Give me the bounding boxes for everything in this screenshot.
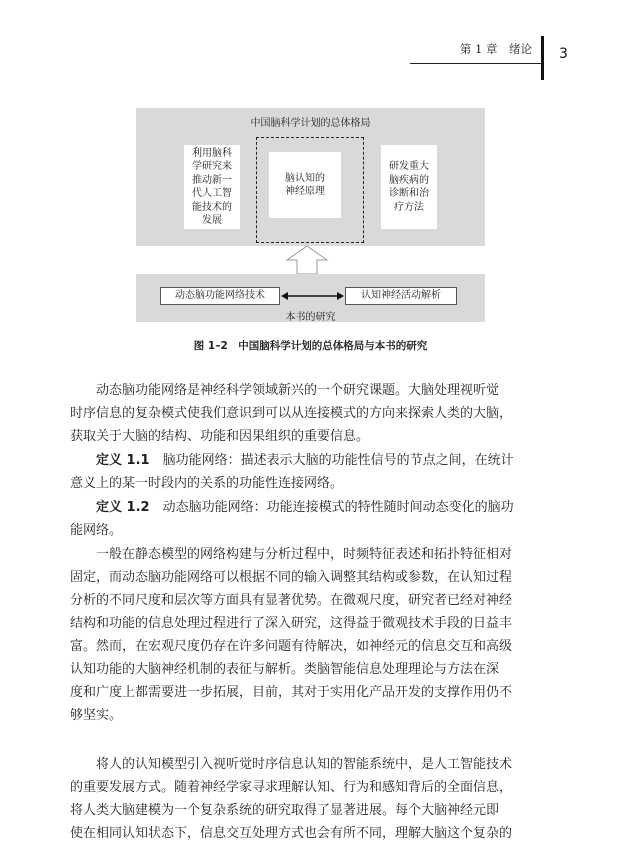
text-line: 富。然而，在宏观尺度仍存在许多问题有待解决，如神经元的信息交互和高级: [70, 639, 513, 654]
definition-label: 定义 1.1: [96, 453, 150, 468]
text-line: 分析的不同尺度和层次等方面具有显著优势。在微观尺度，研究者已经对神经: [70, 593, 513, 608]
cognition-principle-box: [269, 152, 341, 218]
double-arrow-icon: [280, 289, 345, 303]
brain-plan-title: 中国脑科学计划的总体格局: [250, 118, 371, 129]
neural-activity-analysis-box: 认知神经活动解析: [345, 287, 457, 305]
text-line: 将人的认知模型引入视听觉时序信息认知的智能系统中，是人工智能技术: [96, 757, 513, 772]
text-line: 使在相同认知状态下，信息交互处理方式也会有所不同，理解大脑这个复杂的: [70, 826, 513, 841]
brain-disease-label: 研发重大 脑疾病的 诊断和治 疗方法: [389, 161, 429, 213]
text-line: 够坚实。: [70, 708, 123, 723]
text-line: 结构和功能的信息处理过程进行了深入研究，这得益于微观技术手段的日益丰: [70, 616, 513, 631]
text-line: 动态脑功能网络是神经科学领域新兴的一个研究课题。大脑处理视听觉: [96, 383, 500, 398]
ai-technology-label: 利用脑科 学研究来 推动新一 代人工智 能技术的 发展: [192, 147, 232, 226]
cognition-principle-label: 脑认知的 神经原理: [285, 172, 325, 197]
up-arrow-icon: [285, 245, 329, 275]
definition-1-1: [70, 449, 545, 495]
text-line: 度和广度上都需要进一步拓展，目前，其对于实用化产品开发的支撑作用仍不: [70, 685, 513, 700]
text-line: 能网络。: [70, 523, 123, 538]
dynamic-network-tech-box: 动态脑功能网络技术: [160, 287, 280, 305]
text-line: 将人类大脑建模为一个复杂系统的研究取得了显著进展。每个大脑神经元即: [70, 803, 500, 818]
figure-caption: 图 1–2 中国脑科学计划的总体格局与本书的研究: [193, 340, 428, 352]
text-line: 动态脑功能网络：功能连接模式的特性随时间动态变化的脑功: [162, 500, 514, 515]
text-line: 时序信息的复杂模式使我们意识到可以从连接模式的方向来探索人类的大脑，: [70, 406, 513, 421]
text-line: 意义上的某一时段内的关系的功能性连接网络。: [70, 476, 344, 491]
header-rule: [410, 63, 542, 64]
figure-1-2: [136, 108, 485, 322]
paragraph-3: [70, 753, 545, 845]
text-line: 获取关于大脑的结构、功能和因果组织的重要信息。: [70, 429, 370, 444]
chapter-header: 第 1 章 绪论: [459, 42, 532, 56]
paragraph-1: [70, 379, 545, 448]
text-line: 一般在静态模型的网络构建与分析过程中，时频特征表述和拓扑特征相对: [96, 547, 513, 562]
header-bar: [541, 36, 544, 80]
definition-1-2: [70, 496, 545, 542]
text-line: 固定，而动态脑功能网络可以根据不同的输入调整其结构或参数，在认知过程: [70, 570, 513, 585]
page-number: 3: [559, 46, 568, 62]
brain-disease-box: [381, 145, 437, 229]
definition-label: 定义 1.2: [96, 500, 150, 515]
this-book-title: 本书的研究: [285, 312, 336, 323]
text-line: 的重要发展方式。随着神经学家寻求理解认知、行为和感知背后的全面信息，: [70, 780, 513, 795]
text-line: 认知功能的大脑神经机制的表征与解析。类脑智能信息处理理论与方法在深: [70, 662, 500, 677]
paragraph-2: [70, 543, 545, 727]
text-line: 脑功能网络：描述表示大脑的功能性信号的节点之间，在统计: [162, 453, 514, 468]
ai-technology-box: [184, 145, 240, 229]
